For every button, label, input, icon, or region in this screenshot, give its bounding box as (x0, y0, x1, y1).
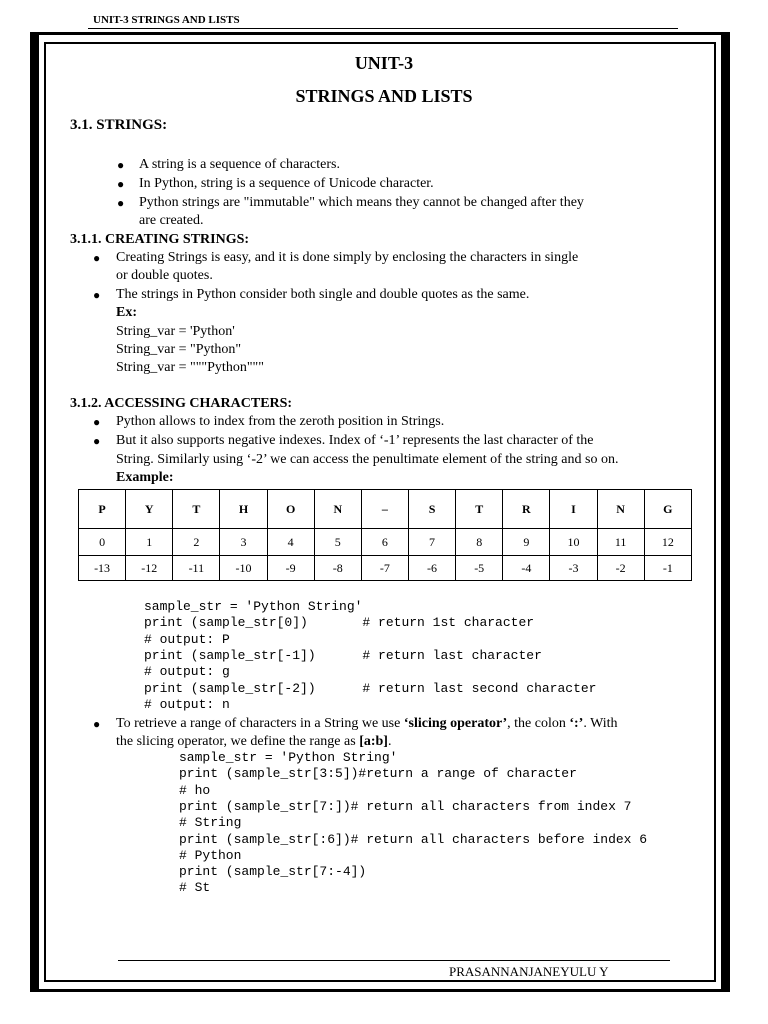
bullet-icon: ● (117, 158, 125, 172)
slicing-line-1: To retrieve a range of characters in a String we use ‘slicing operator’, the colon ‘:’. With (116, 716, 618, 731)
strings-bullet-3: Python strings are "immutable" which means they cannot be changed after they (139, 195, 584, 210)
strings-bullet-1: A string is a sequence of characters. (139, 157, 340, 172)
example-label: Example: (116, 470, 174, 485)
code-line: # ho (179, 782, 211, 798)
negative-index-cell: -11 (173, 556, 220, 581)
positive-index-cell: 11 (597, 529, 644, 556)
char-cell: N (314, 490, 361, 529)
negative-index-cell: -3 (550, 556, 597, 581)
negative-index-cell: -10 (220, 556, 267, 581)
positive-index-cell: 7 (408, 529, 455, 556)
char-cell: O (267, 490, 314, 529)
positive-index-cell: 2 (173, 529, 220, 556)
accessing-bullet-1: Python allows to index from the zeroth position in Strings. (116, 414, 445, 429)
code-line: print (sample_str[3:5])#return a range of character (179, 766, 577, 782)
char-cell: T (173, 490, 220, 529)
negative-index-cell: -8 (314, 556, 361, 581)
code-line: print (sample_str[-2]) # return last second character (144, 680, 597, 696)
char-cell: T (456, 490, 503, 529)
positive-index-cell: 5 (314, 529, 361, 556)
slicing-line-2: the slicing operator, we define the range as [a:b]. (116, 734, 392, 749)
subject-title: STRINGS AND LISTS (295, 86, 473, 106)
char-cell: H (220, 490, 267, 529)
creating-heading: 3.1.1. CREATING STRINGS: (70, 232, 250, 247)
bullet-icon: ● (117, 196, 125, 210)
accessing-heading: 3.1.2. ACCESSING CHARACTERS: (70, 396, 293, 411)
bullet-icon: ● (93, 288, 101, 302)
negative-index-cell: -9 (267, 556, 314, 581)
negative-index-row (79, 556, 692, 581)
code-line: # output: n (144, 696, 230, 712)
strings-bullet-3-cont: are created. (139, 213, 204, 228)
positive-index-cell: 10 (550, 529, 597, 556)
positive-index-cell: 12 (644, 529, 691, 556)
creating-bullet-2: The strings in Python consider both single and double quotes as the same. (116, 287, 530, 302)
code-line: sample_str = 'Python String' (144, 599, 363, 614)
example-line: String_var = 'Python' (116, 324, 235, 339)
unit-title: UNIT-3 (354, 53, 414, 73)
example-line: String_var = """Python""" (116, 360, 264, 375)
char-cell: Y (126, 490, 173, 529)
bullet-icon: ● (93, 717, 101, 731)
code-line: print (sample_str[0]) # return 1st character (144, 615, 535, 631)
positive-index-cell: 1 (126, 529, 173, 556)
running-header: UNIT-3 STRINGS AND LISTS (93, 14, 240, 26)
header-rule (88, 28, 678, 29)
positive-index-cell: 6 (361, 529, 408, 556)
string-index-table (78, 489, 692, 581)
code-line: # output: P (144, 631, 230, 647)
char-cell: – (361, 490, 408, 529)
code-line: # Python (179, 847, 242, 863)
example-line: String_var = "Python" (116, 342, 242, 357)
bullet-icon: ● (93, 251, 101, 265)
creating-bullet-1-cont: or double quotes. (116, 268, 213, 283)
code-line: # String (179, 815, 242, 831)
footer-author: PRASANNANJANEYULU Y (449, 964, 609, 979)
negative-index-cell: -1 (644, 556, 691, 581)
char-cell: R (503, 490, 550, 529)
negative-index-cell: -12 (126, 556, 173, 581)
creating-bullet-1: Creating Strings is easy, and it is done simply by enclosing the characters in single (116, 250, 579, 265)
positive-index-cell: 0 (79, 529, 126, 556)
positive-index-cell: 4 (267, 529, 314, 556)
positive-index-row (79, 529, 692, 556)
negative-index-cell: -2 (597, 556, 644, 581)
code-line: print (sample_str[-1]) # return last character (144, 647, 542, 663)
char-cell: N (597, 490, 644, 529)
char-cell: I (550, 490, 597, 529)
positive-index-cell: 8 (456, 529, 503, 556)
code-line: # output: g (144, 664, 230, 680)
code-line: print (sample_str[7:])# return all characters from index 7 (179, 798, 632, 814)
strings-bullet-2: In Python, string is a sequence of Unicode character. (139, 176, 434, 191)
footer-rule (118, 960, 670, 961)
code-line: print (sample_str[:6])# return all characters before index 6 (179, 831, 648, 847)
char-cell: P (79, 490, 126, 529)
ex-label: Ex: (116, 305, 137, 320)
positive-index-cell: 9 (503, 529, 550, 556)
characters-row (79, 490, 692, 529)
negative-index-cell: -7 (361, 556, 408, 581)
accessing-bullet-2: But it also supports negative indexes. Index of ‘-1’ represents the last character of the (116, 433, 594, 448)
bullet-icon: ● (93, 434, 101, 448)
char-cell: G (644, 490, 691, 529)
negative-index-cell: -6 (408, 556, 455, 581)
code-line: sample_str = 'Python String' (179, 750, 398, 765)
accessing-bullet-2-cont: String. Similarly using ‘-2’ we can access the penultimate element of the string and so on. (116, 452, 619, 467)
positive-index-cell: 3 (220, 529, 267, 556)
code-line: print (sample_str[7:-4]) (179, 864, 367, 880)
negative-index-cell: -4 (503, 556, 550, 581)
code-line: # St (179, 880, 211, 896)
bullet-icon: ● (117, 177, 125, 191)
char-cell: S (408, 490, 455, 529)
section-heading: 3.1. STRINGS: (70, 117, 168, 133)
bullet-icon: ● (93, 415, 101, 429)
negative-index-cell: -13 (79, 556, 126, 581)
negative-index-cell: -5 (456, 556, 503, 581)
